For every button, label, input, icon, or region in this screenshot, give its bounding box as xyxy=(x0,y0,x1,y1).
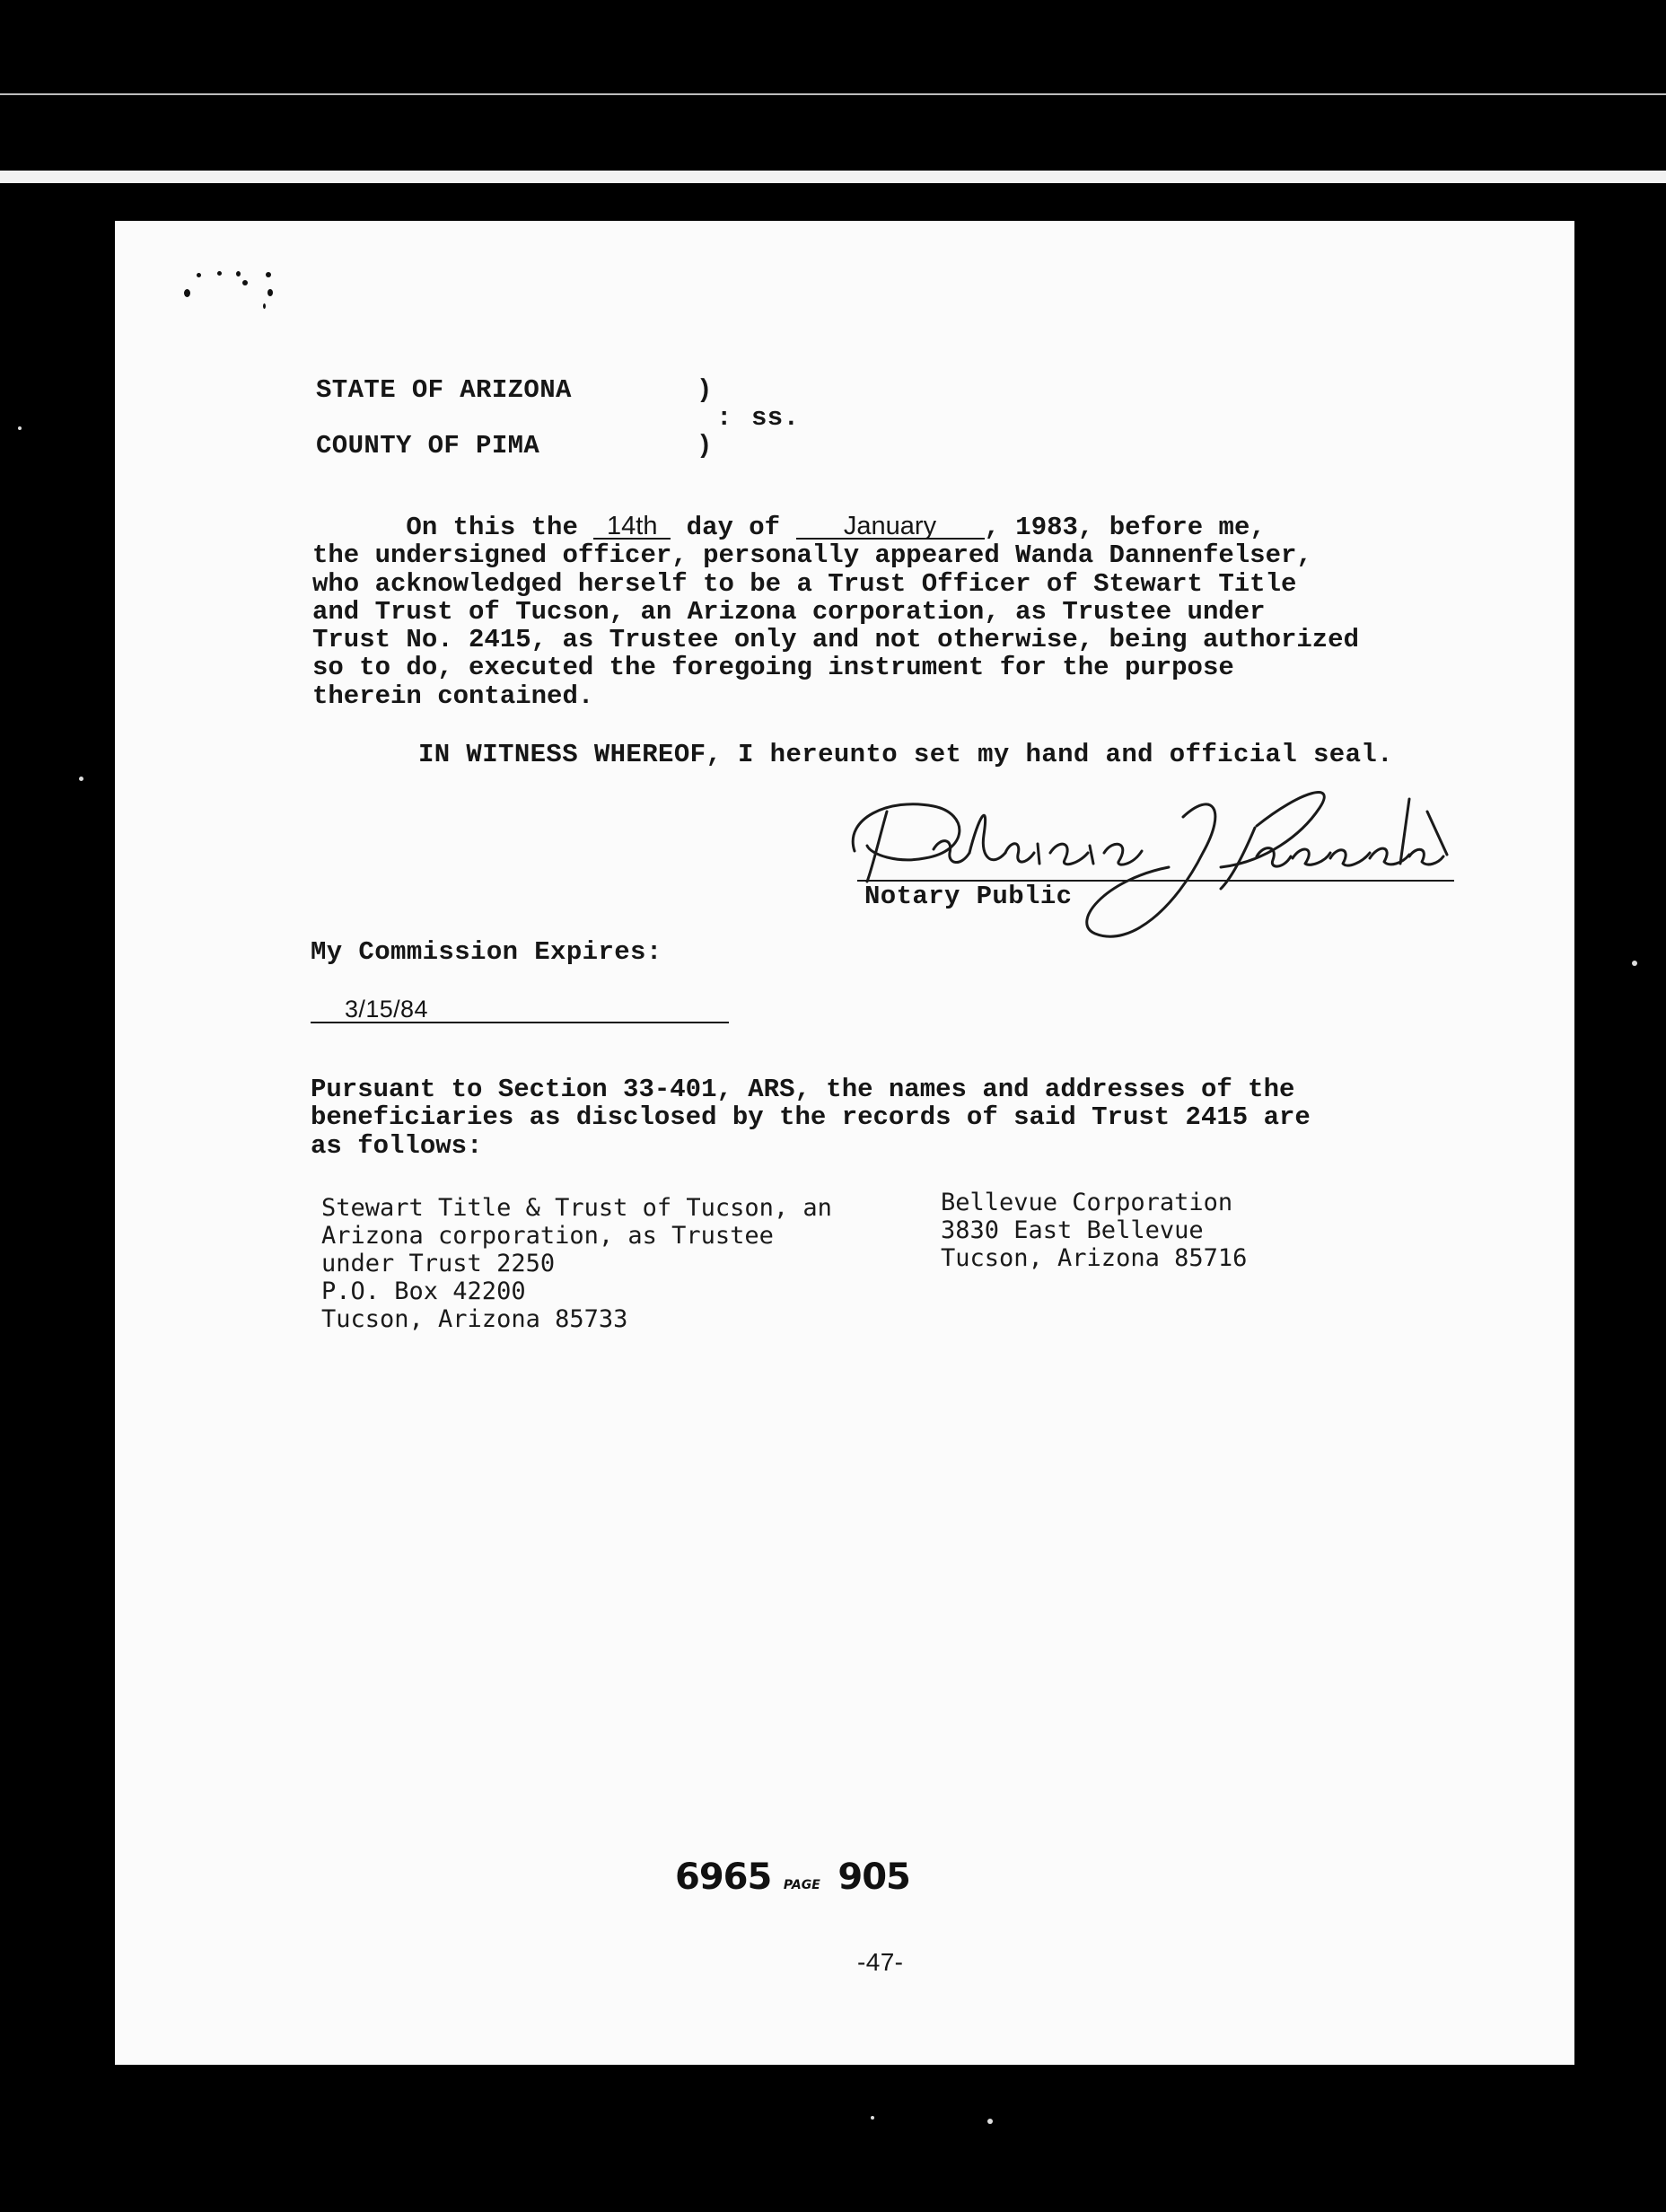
venue-state: STATE OF ARIZONA xyxy=(316,375,572,405)
beneficiary-left xyxy=(321,1194,832,1333)
commission-label: My Commission Expires: xyxy=(311,937,662,967)
ack-indent xyxy=(312,513,406,542)
pursuant-line2: beneficiaries as disclosed by the records of said Trust 2415 are xyxy=(311,1102,1311,1133)
scan-speck xyxy=(242,280,248,285)
recording-page-label: PAGE xyxy=(783,1878,820,1892)
ben-left-line5: Tucson, Arizona 85733 xyxy=(321,1305,628,1333)
ben-right-line2: 3830 East Bellevue xyxy=(941,1216,1204,1244)
witness-statement: IN WITNESS WHEREOF, I hereunto set my hand and official seal. xyxy=(418,740,1393,769)
scan-speck xyxy=(79,777,83,781)
ack-line1-prefix: On this the xyxy=(406,513,594,542)
scan-speck xyxy=(1632,961,1637,966)
ack-line5: Trust No. 2415, as Trustee only and not otherwise, being authorized xyxy=(312,625,1359,655)
ack-line7: therein contained. xyxy=(312,680,594,711)
venue-ss: ss. xyxy=(751,403,800,433)
scan-speck xyxy=(267,289,273,296)
venue-paren-open: ) xyxy=(697,375,713,405)
scan-speck xyxy=(987,2119,993,2124)
recording-stamp xyxy=(675,1856,910,1898)
ben-right-line1: Bellevue Corporation xyxy=(941,1189,1233,1216)
beneficiary-right xyxy=(941,1189,1247,1272)
scan-speck xyxy=(266,272,271,277)
ben-right-line3: Tucson, Arizona 85716 xyxy=(941,1244,1248,1272)
scan-speck xyxy=(18,426,22,430)
commission-date: 3/15/84 xyxy=(345,996,428,1023)
ack-line1-suffix: , 1983, before me, xyxy=(984,513,1266,542)
recording-page: 905 xyxy=(837,1856,910,1898)
page-number: -47- xyxy=(857,1948,904,1976)
venue-county: COUNTY OF PIMA xyxy=(316,431,540,461)
pursuant-line1: Pursuant to Section 33-401, ARS, the names and addresses of the xyxy=(311,1075,1295,1104)
scan-speck xyxy=(871,2116,874,2120)
scan-speck xyxy=(263,303,266,309)
notary-signature xyxy=(835,781,1463,961)
ack-day-field: 14th xyxy=(593,514,671,540)
ben-left-line2: Arizona corporation, as Trustee xyxy=(321,1222,774,1250)
ack-line1-mid: day of xyxy=(671,513,796,542)
scan-top-line xyxy=(0,93,1666,95)
scan-speck xyxy=(236,271,241,276)
ack-line4: and Trust of Tucson, an Arizona corporation, as Trustee under xyxy=(312,596,1266,627)
ben-left-line4: P.O. Box 42200 xyxy=(321,1277,526,1305)
ben-left-line1: Stewart Title & Trust of Tucson, an xyxy=(321,1194,832,1222)
signature-title: Notary Public xyxy=(864,882,1073,911)
venue-paren-close: ) xyxy=(697,431,713,461)
pursuant-line3: as follows: xyxy=(311,1130,483,1161)
ack-month-field: January xyxy=(796,514,985,540)
ack-line2: the undersigned officer, personally appeared Wanda Dannenfelser, xyxy=(312,540,1312,571)
ben-left-line3: under Trust 2250 xyxy=(321,1250,556,1277)
ack-line3: who acknowledged herself to be a Trust Officer of Stewart Title xyxy=(312,568,1297,599)
recording-docket: 6965 xyxy=(675,1856,772,1898)
scan-top-stripe xyxy=(0,171,1666,183)
scan-speck xyxy=(197,273,201,277)
venue-colon: : xyxy=(716,403,732,433)
acknowledgment-paragraph xyxy=(312,514,1359,710)
scan-speck xyxy=(184,289,190,297)
pursuant-paragraph xyxy=(311,1075,1311,1160)
scan-speck xyxy=(217,271,222,276)
ack-line6: so to do, executed the foregoing instrument for the purpose xyxy=(312,653,1234,683)
